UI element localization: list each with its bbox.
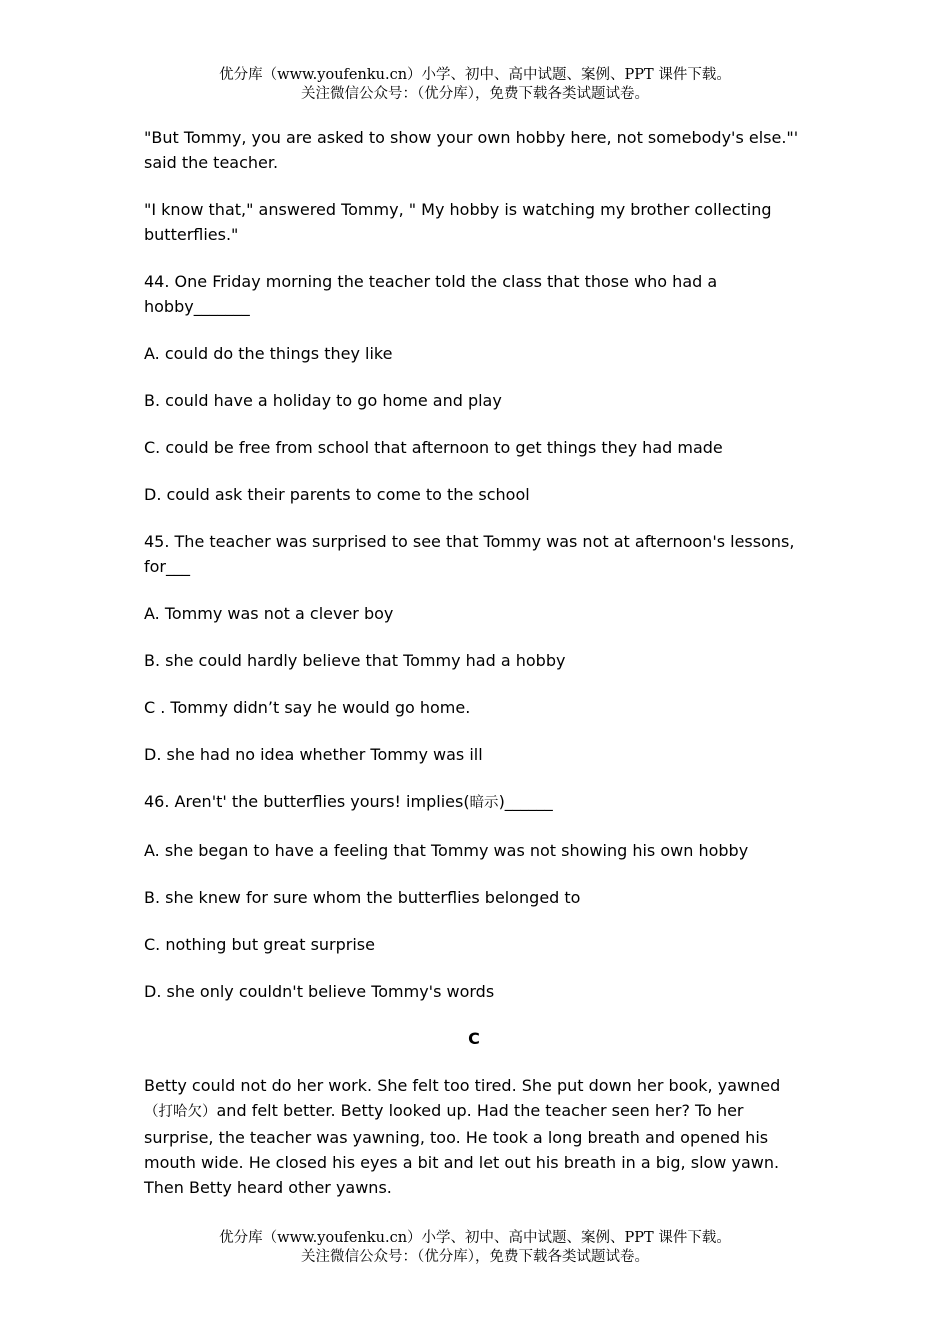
question-46-option-b: B. she knew for sure whom the butterflies belonged to bbox=[144, 888, 581, 907]
question-46-option-a: A. she began to have a feeling that Tommy was not showing his own hobby bbox=[144, 841, 749, 860]
page-header bbox=[0, 66, 950, 104]
dialogue-paragraph-2: "I know that," answered Tommy, " My hobby is watching my brother collecting butterflies." bbox=[144, 200, 772, 244]
footer-line-2: 关注微信公众号：（优分库），免费下载各类试题试卷。 bbox=[301, 1249, 649, 1265]
header-line-2: 关注微信公众号：（优分库），免费下载各类试题试卷。 bbox=[301, 86, 649, 102]
question-46-option-d: D. she only couldn't believe Tommy's words bbox=[144, 982, 495, 1001]
passage-text-start: Betty could not do her work. She felt too tired. She put down her book, yawned bbox=[144, 1076, 781, 1095]
question-44-option-a: A. could do the things they like bbox=[144, 344, 393, 363]
question-44-stem: 44. One Friday morning the teacher told the class that those who had a hobby_______ bbox=[144, 272, 718, 316]
question-46-stem-start: 46. Aren't' the butterflies yours! implies( bbox=[144, 792, 470, 811]
question-44-option-d: D. could ask their parents to come to the school bbox=[144, 485, 530, 504]
page-footer bbox=[0, 1229, 950, 1267]
document-body bbox=[144, 125, 804, 1222]
question-46-stem-end: )______ bbox=[498, 792, 553, 811]
question-45-option-c: C . Tommy didn’t say he would go home. bbox=[144, 698, 471, 717]
question-44-option-b: B. could have a holiday to go home and play bbox=[144, 391, 502, 410]
passage-text-end: and felt better. Betty looked up. Had the teacher seen her? To her surprise, the teacher was yawning, too. He took a long breath and opened his mouth wide. He closed his eyes a bit and let out his breath in a big, slow yawn. Then Betty heard other yawns. bbox=[144, 1101, 780, 1197]
question-46-stem bbox=[144, 789, 804, 816]
question-46-stem-chinese: 暗示 bbox=[469, 795, 499, 811]
footer-line-1: 优分库（www.youfenku.cn）小学、初中、高中试题、案例、PPT 课件下载。 bbox=[219, 1230, 731, 1246]
section-c-passage bbox=[144, 1073, 804, 1200]
question-45-option-b: B. she could hardly believe that Tommy had a hobby bbox=[144, 651, 566, 670]
question-44-option-c: C. could be free from school that afternoon to get things they had made bbox=[144, 438, 723, 457]
question-45-option-a: A. Tommy was not a clever boy bbox=[144, 604, 394, 623]
question-46-option-c: C. nothing but great surprise bbox=[144, 935, 375, 954]
passage-chinese-gloss: （打哈欠） bbox=[144, 1104, 217, 1120]
header-line-1: 优分库（www.youfenku.cn）小学、初中、高中试题、案例、PPT 课件下载。 bbox=[219, 67, 731, 83]
dialogue-paragraph-1: "But Tommy, you are asked to show your own hobby here, not somebody's else."' said the teacher. bbox=[144, 128, 799, 172]
section-c-heading: C bbox=[468, 1029, 480, 1048]
question-45-option-d: D. she had no idea whether Tommy was ill bbox=[144, 745, 483, 764]
question-45-stem: 45. The teacher was surprised to see that Tommy was not at afternoon's lessons, for___ bbox=[144, 532, 795, 576]
